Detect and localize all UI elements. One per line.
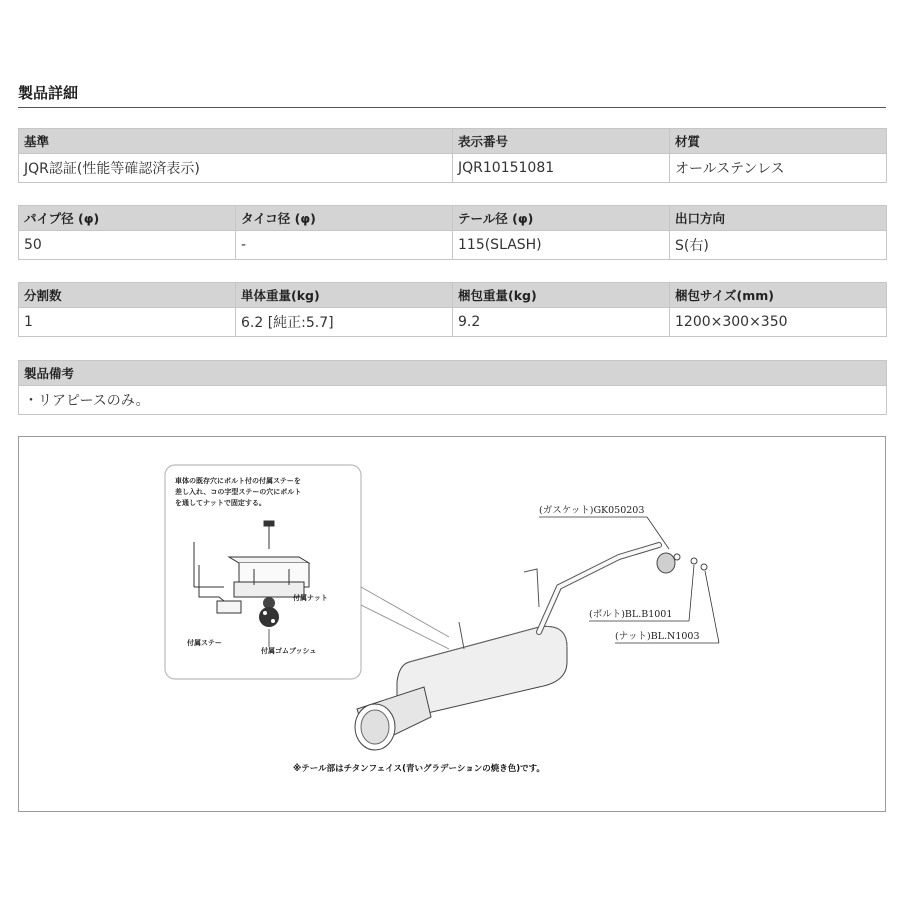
section-title: 製品詳細 bbox=[18, 84, 79, 102]
part-label-bolt: (ボルト)BL.B1001 bbox=[589, 609, 673, 620]
header-pipe-diameter: パイプ径 (φ) bbox=[19, 206, 236, 231]
header-material: 材質 bbox=[670, 129, 887, 154]
spec-table-standard bbox=[18, 128, 887, 183]
value-unit-weight: 6.2 [純正:5.7] bbox=[236, 308, 453, 337]
header-standard: 基準 bbox=[19, 129, 453, 154]
value-material: オールステンレス bbox=[670, 154, 887, 183]
inset-label-bush: 付属ゴムブッシュ bbox=[261, 647, 317, 655]
value-display-number: JQR10151081 bbox=[453, 154, 670, 183]
hanger-rod-1 bbox=[524, 569, 539, 607]
value-tail-diameter: 115(SLASH) bbox=[453, 231, 670, 260]
header-silencer-diameter: タイコ径 (φ) bbox=[236, 206, 453, 231]
value-standard: JQR認証(性能等確認済表示) bbox=[19, 154, 453, 183]
spec-table-dimensions bbox=[18, 205, 887, 260]
value-package-size: 1200×300×350 bbox=[670, 308, 887, 337]
inset-label-stay: 付属ステー bbox=[187, 639, 222, 647]
diagram-caption: ※テール部はチタンフェイス(青いグラデーションの焼き色)です。 bbox=[293, 764, 545, 774]
header-split-count: 分割数 bbox=[19, 283, 236, 308]
value-exit-direction: S(右) bbox=[670, 231, 887, 260]
header-unit-weight: 単体重量(kg) bbox=[236, 283, 453, 308]
hanger-rod-2 bbox=[459, 622, 464, 649]
inset-note-line-2: 差し入れ、コの字型ステーの穴にボルト bbox=[175, 488, 302, 496]
value-split-count: 1 bbox=[19, 308, 236, 337]
rubber-bush-shape bbox=[259, 607, 279, 627]
header-package-size: 梱包サイズ(mm) bbox=[670, 283, 887, 308]
exhaust-diagram bbox=[18, 436, 886, 812]
gasket-part bbox=[674, 554, 680, 560]
part-label-nut: (ナット)BL.N1003 bbox=[615, 631, 700, 642]
spec-table-weights bbox=[18, 282, 887, 337]
flange bbox=[657, 553, 675, 573]
bolt-part bbox=[691, 558, 697, 564]
value-pipe-diameter: 50 bbox=[19, 231, 236, 260]
value-package-weight: 9.2 bbox=[453, 308, 670, 337]
nut-part bbox=[701, 564, 707, 570]
muffler-assembly bbox=[355, 545, 675, 750]
part-label-gasket: (ガスケット)GK050203 bbox=[539, 505, 645, 516]
exhaust-diagram-svg bbox=[19, 437, 885, 811]
header-tail-diameter: テール径 (φ) bbox=[453, 206, 670, 231]
spec-table-notes bbox=[18, 360, 887, 415]
inset-label-nut: 付属ナット bbox=[293, 594, 328, 602]
inset-note-line-1: 車体の既存穴にボルト付の付属ステーを bbox=[175, 477, 301, 485]
header-package-weight: 梱包重量(kg) bbox=[453, 283, 670, 308]
title-divider bbox=[18, 107, 886, 108]
inset-note-line-3: を通してナットで固定する。 bbox=[175, 499, 266, 507]
header-product-notes: 製品備考 bbox=[19, 361, 887, 386]
header-display-number: 表示番号 bbox=[453, 129, 670, 154]
header-exit-direction: 出口方向 bbox=[670, 206, 887, 231]
value-silencer-diameter: - bbox=[236, 231, 453, 260]
value-product-notes: ・リアピースのみ。 bbox=[19, 386, 887, 415]
